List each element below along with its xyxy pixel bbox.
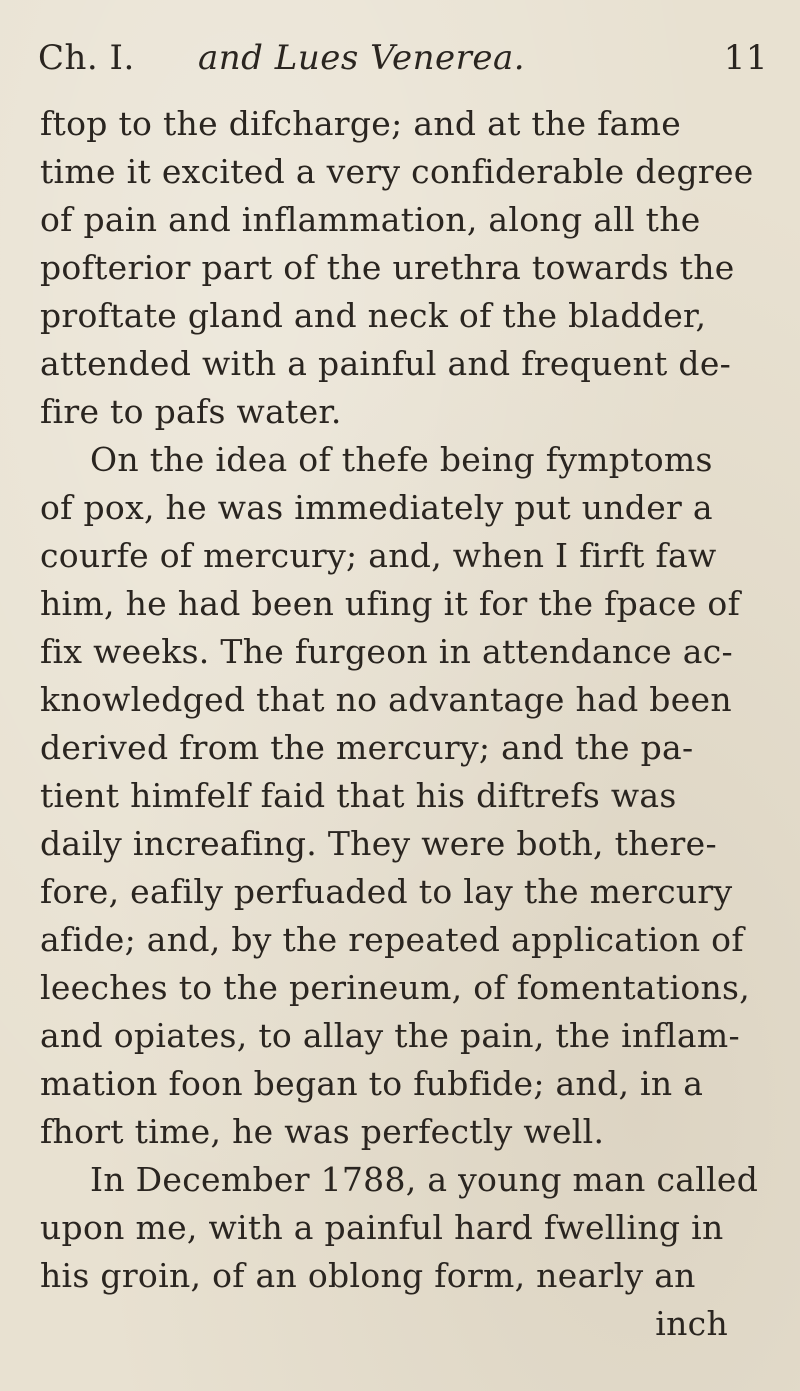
chapter-label: Ch. I. <box>38 38 135 78</box>
text-line: time it excited a very confiderable degree <box>40 152 754 191</box>
paragraph-start-line: On the idea of thefe being fymptoms <box>90 440 713 479</box>
catchword: inch <box>655 1304 728 1343</box>
text-line: of pain and inflammation, along all the <box>40 200 701 239</box>
text-line: attended with a painful and frequent de- <box>40 344 732 383</box>
text-line: and opiates, to allay the pain, the inflam- <box>40 1016 740 1055</box>
text-line: fore, eafily perfuaded to lay the mercury <box>40 872 733 911</box>
text-line: leeches to the perineum, of fomentations, <box>40 968 751 1007</box>
text-line: mation foon began to fubfide; and, in a <box>40 1064 704 1103</box>
text-line: of pox, he was immediately put under a <box>40 488 713 527</box>
text-line: daily increafing. They were both, there- <box>40 824 717 863</box>
text-line: him, he had been ufing it for the fpace of <box>40 584 741 623</box>
paragraph-start-line: In December 1788, a young man called <box>90 1160 759 1199</box>
text-line: pofterior part of the urethra towards the <box>40 248 735 287</box>
running-head <box>38 30 768 90</box>
text-line: fhort time, he was perfectly well. <box>40 1112 605 1151</box>
page-number: 11 <box>723 38 768 78</box>
text-line: ftop to the difcharge; and at the fame <box>40 104 682 143</box>
text-line: his groin, of an oblong form, nearly an <box>40 1256 696 1295</box>
text-line: upon me, with a painful hard fwelling in <box>40 1208 724 1247</box>
text-line: courfe of mercury; and, when I firft faw <box>40 536 717 575</box>
text-line: fix weeks. The furgeon in attendance ac- <box>40 632 734 671</box>
text-line: afide; and, by the repeated application of <box>40 920 744 959</box>
text-line: tient himfelf faid that his diftrefs was <box>40 776 677 815</box>
text-line: proftate gland and neck of the bladder, <box>40 296 707 335</box>
text-line: fire to pafs water. <box>40 392 342 431</box>
text-line: knowledged that no advantage had been <box>40 680 732 719</box>
body-text <box>40 100 780 1348</box>
text-line: derived from the mercury; and the pa- <box>40 728 694 767</box>
running-title: and Lues Venerea. <box>198 38 526 78</box>
